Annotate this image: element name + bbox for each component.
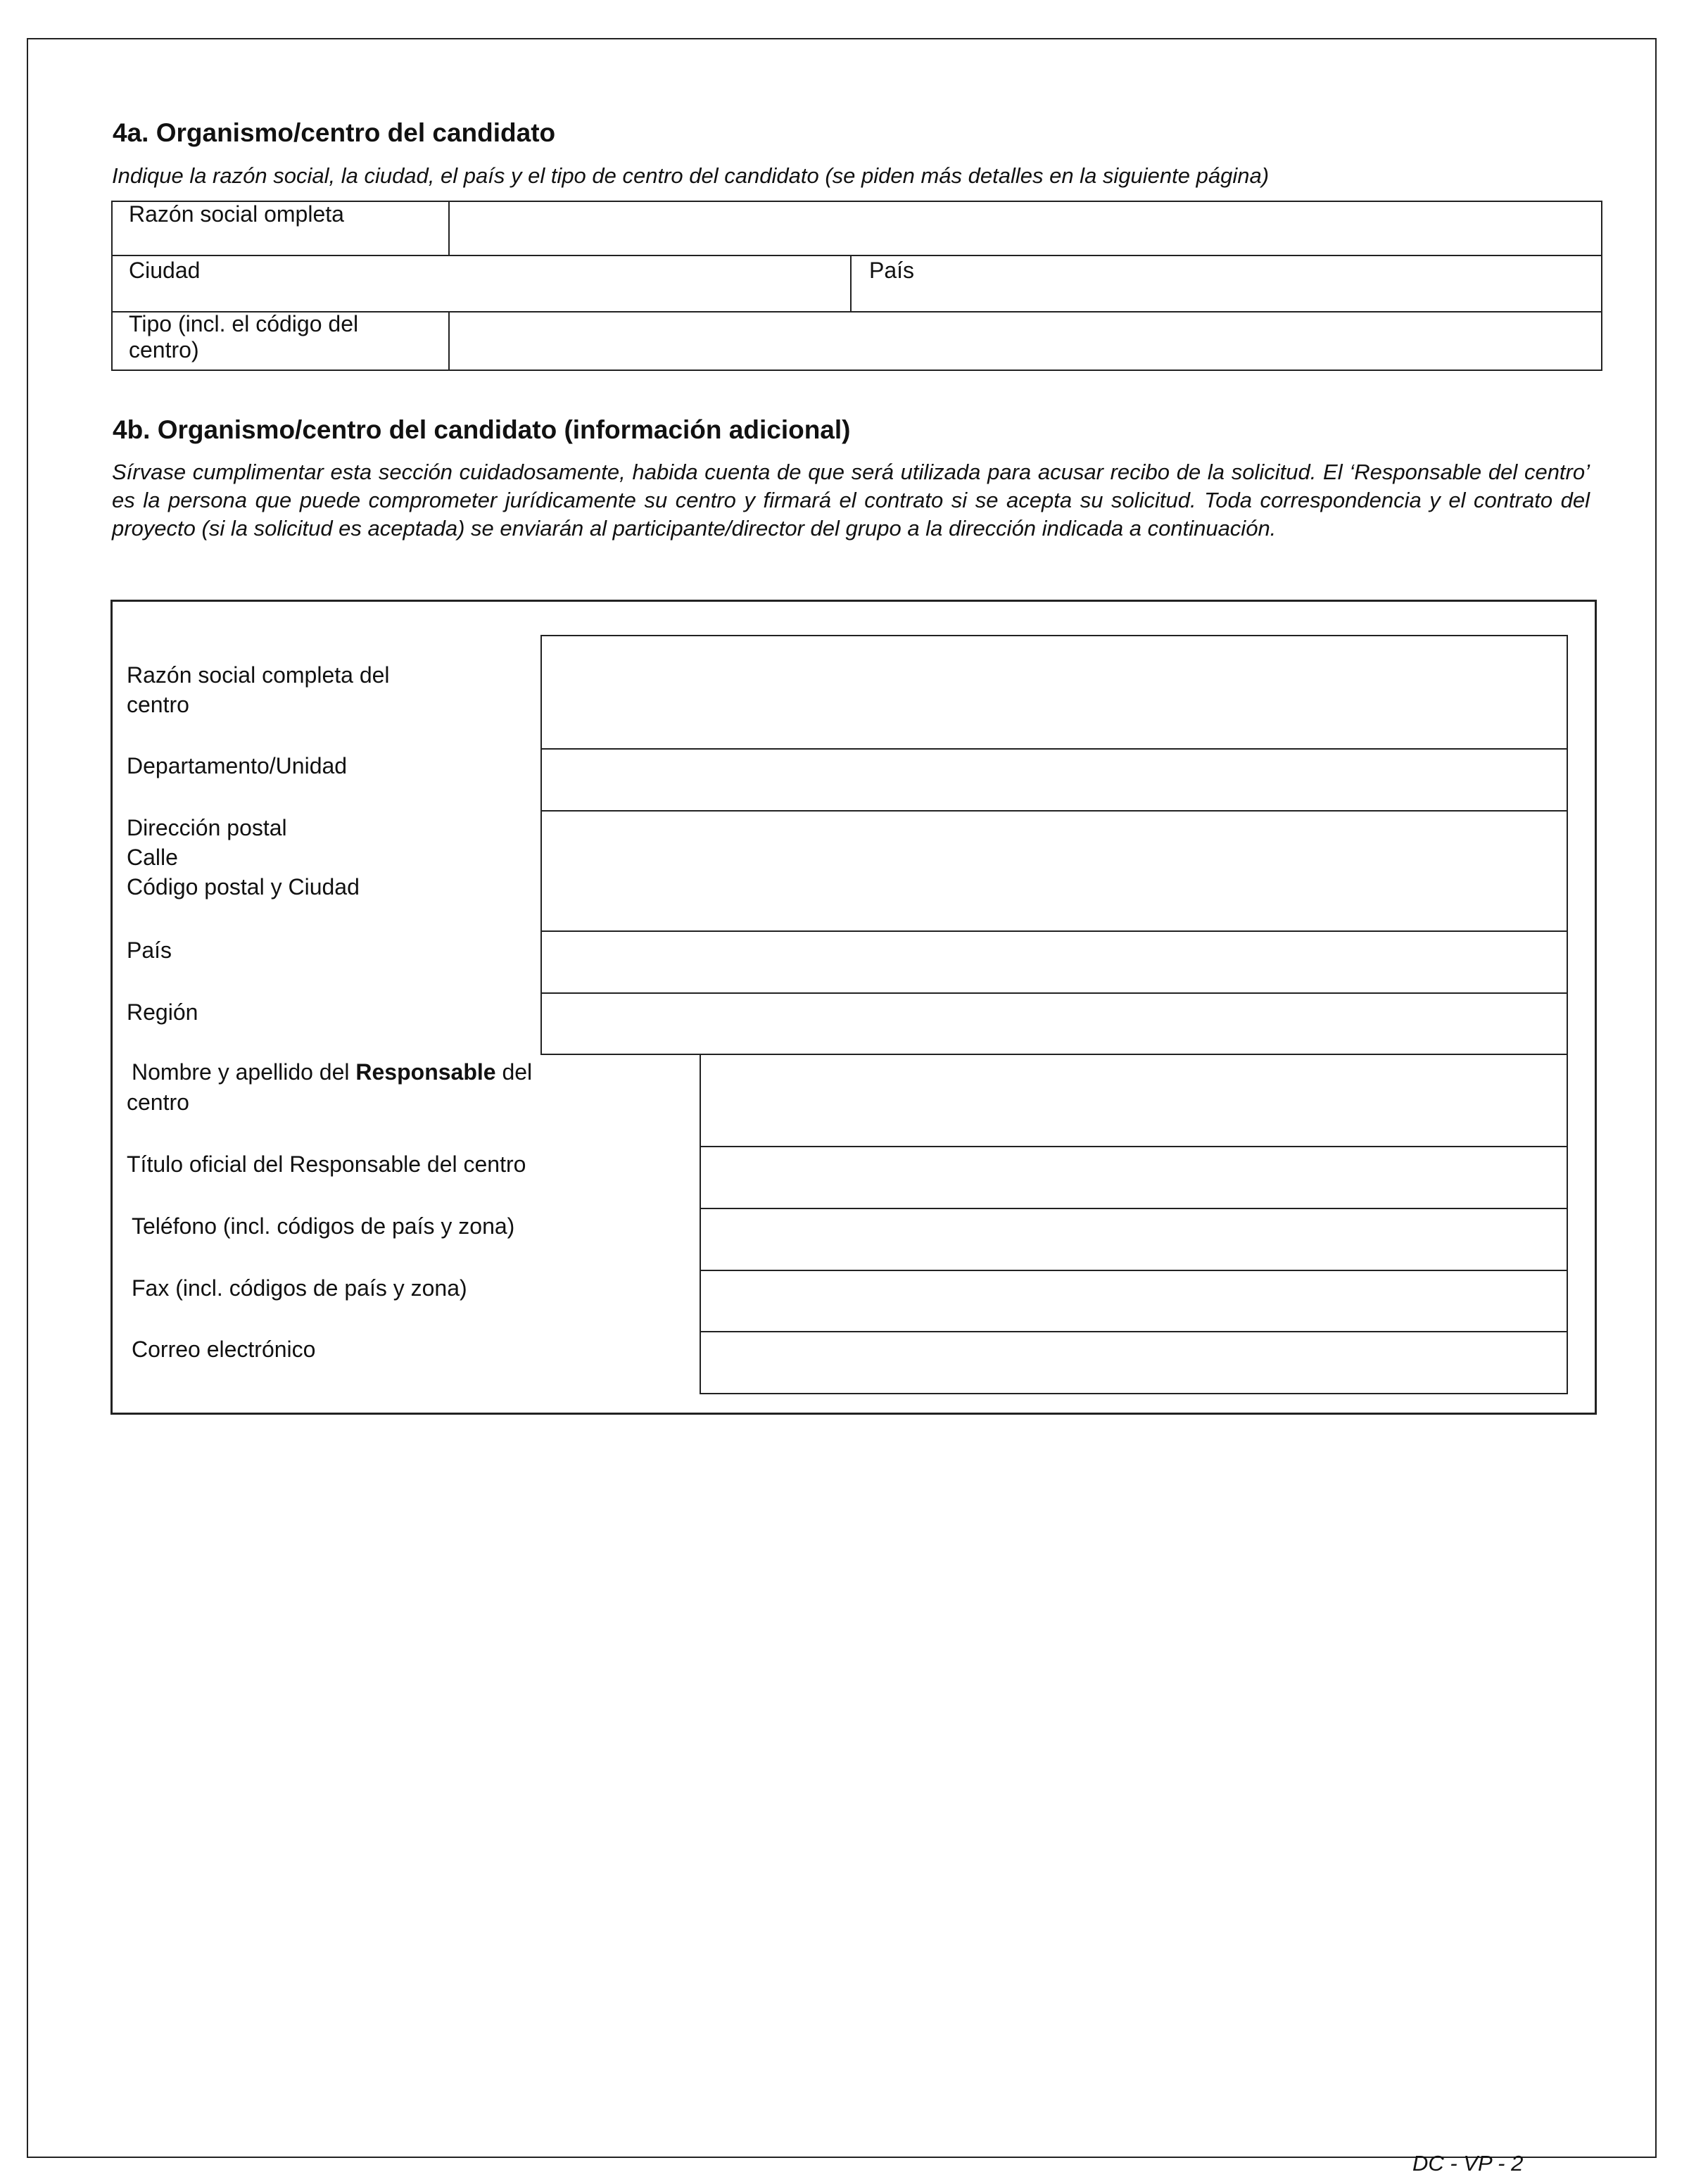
telefono-field[interactable] bbox=[700, 1208, 1568, 1271]
departamento-field[interactable] bbox=[540, 748, 1568, 812]
direccion-label-line3: Código postal y Ciudad bbox=[127, 874, 360, 900]
ciudad-label: Ciudad bbox=[129, 258, 201, 283]
correo-label: Correo electrónico bbox=[132, 1337, 316, 1362]
region-label: Región bbox=[127, 999, 198, 1025]
departamento-label: Departamento/Unidad bbox=[127, 753, 348, 778]
tipo-field[interactable] bbox=[448, 311, 1602, 371]
razon-social-completa-label-line2: centro bbox=[127, 692, 189, 717]
tipo-label-line1: Tipo (incl. el código del bbox=[129, 311, 359, 336]
fax-field[interactable] bbox=[700, 1270, 1568, 1332]
fax-label: Fax (incl. códigos de país y zona) bbox=[132, 1275, 467, 1301]
section-4a-title: 4a. Organismo/centro del candidato bbox=[113, 118, 556, 147]
pais-field[interactable] bbox=[850, 255, 1602, 313]
tipo-label-line2: centro) bbox=[129, 337, 199, 362]
pais-4b-field[interactable] bbox=[540, 930, 1568, 994]
ciudad-field[interactable] bbox=[111, 255, 852, 313]
pais-label: País bbox=[869, 258, 915, 283]
razon-social-field[interactable] bbox=[448, 201, 1602, 256]
direccion-label-line1: Dirección postal bbox=[127, 815, 287, 840]
razon-social-completa-label-line1: Razón social completa del bbox=[127, 662, 390, 688]
titulo-oficial-field[interactable] bbox=[700, 1146, 1568, 1209]
telefono-label: Teléfono (incl. códigos de país y zona) bbox=[132, 1213, 515, 1239]
razon-social-completa-field[interactable] bbox=[540, 635, 1568, 750]
razon-social-label: Razón social ompleta bbox=[129, 201, 344, 227]
region-field[interactable] bbox=[540, 992, 1568, 1055]
titulo-oficial-label: Título oficial del Responsable del centro bbox=[127, 1151, 526, 1177]
section-4b-title: 4b. Organismo/centro del candidato (información adicional) bbox=[113, 415, 851, 444]
section-4b-instructions: Sírvase cumplimentar esta sección cuidadosamente, habida cuenta de que será utilizada para acusar recibo de la solicitud. El ‘Responsable del centro’ es la persona que puede comprometer jurídicamente su centro y firmará el contrato si se acepta su solicitud. Toda correspondencia y el contrato del proyecto (si la solicitud es aceptada) se enviarán al participante/director del grupo a la dirección indicada a continuación. bbox=[112, 460, 1590, 541]
direccion-postal-field[interactable] bbox=[540, 810, 1568, 932]
direccion-label-line2: Calle bbox=[127, 845, 178, 870]
responsable-label-line2: centro bbox=[127, 1090, 189, 1115]
page-code: DC - VP - 2 bbox=[1412, 2151, 1524, 2176]
pais-4b-label: País bbox=[127, 938, 172, 963]
responsable-label-line1: Nombre y apellido del Responsable del bbox=[132, 1059, 533, 1085]
responsable-field[interactable] bbox=[700, 1054, 1568, 1147]
correo-field[interactable] bbox=[700, 1331, 1568, 1394]
section-4a-instructions: Indique la razón social, la ciudad, el país y el tipo de centro del candidato (se piden más detalles en la siguiente página) bbox=[112, 163, 1270, 188]
